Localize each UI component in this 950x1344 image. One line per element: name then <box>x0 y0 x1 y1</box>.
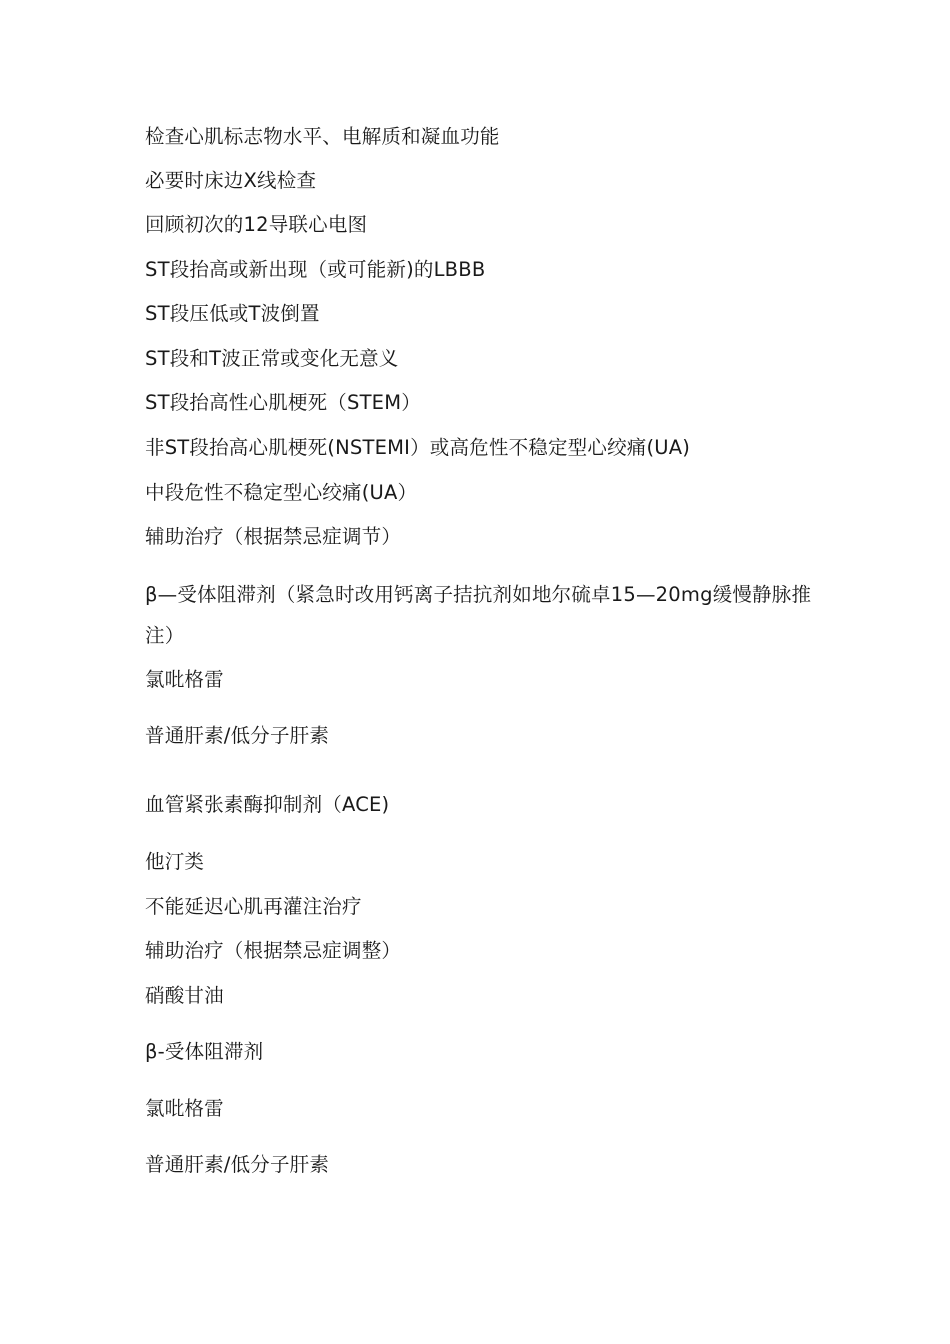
text-line: 辅助治疗（根据禁忌症调节） <box>145 525 402 548</box>
text-line: ST段抬高性心肌梗死（STEM） <box>145 391 421 414</box>
text-line: 回顾初次的12导联心电图 <box>145 213 368 236</box>
text-line: ST段和T波正常或变化无意义 <box>145 347 399 370</box>
text-line: 氯吡格雷 <box>145 1097 224 1120</box>
text-line: 非ST段抬高心肌梗死(NSTEMI）或高危性不稳定型心绞痛(UA) <box>145 436 691 459</box>
text-line: 他汀类 <box>145 850 205 873</box>
text-line: β—受体阻滞剂（紧急时改用钙离子拮抗剂如地尔硫卓15—20mg缓慢静脉推注） <box>145 583 812 647</box>
text-line: 检查心肌标志物水平、电解质和凝血功能 <box>145 125 500 148</box>
text-line: 不能延迟心肌再灌注治疗 <box>145 895 362 918</box>
text-line: 必要时床边X线检查 <box>145 169 317 192</box>
text-line: ST段抬高或新出现（或可能新)的LBBB <box>145 258 486 281</box>
text-line: 血管紧张素酶抑制剂（ACE) <box>145 793 390 816</box>
text-line: 中段危性不稳定型心绞痛(UA） <box>145 481 418 504</box>
text-line: β-受体阻滞剂 <box>145 1040 264 1063</box>
text-line: 硝酸甘油 <box>145 984 224 1007</box>
text-line: 辅助治疗（根据禁忌症调整） <box>145 939 402 962</box>
text-line: 氯吡格雷 <box>145 668 224 691</box>
text-line: 普通肝素/低分子肝素 <box>145 724 330 747</box>
text-line: ST段压低或T波倒置 <box>145 302 320 325</box>
text-line: 普通肝素/低分子肝素 <box>145 1153 330 1176</box>
